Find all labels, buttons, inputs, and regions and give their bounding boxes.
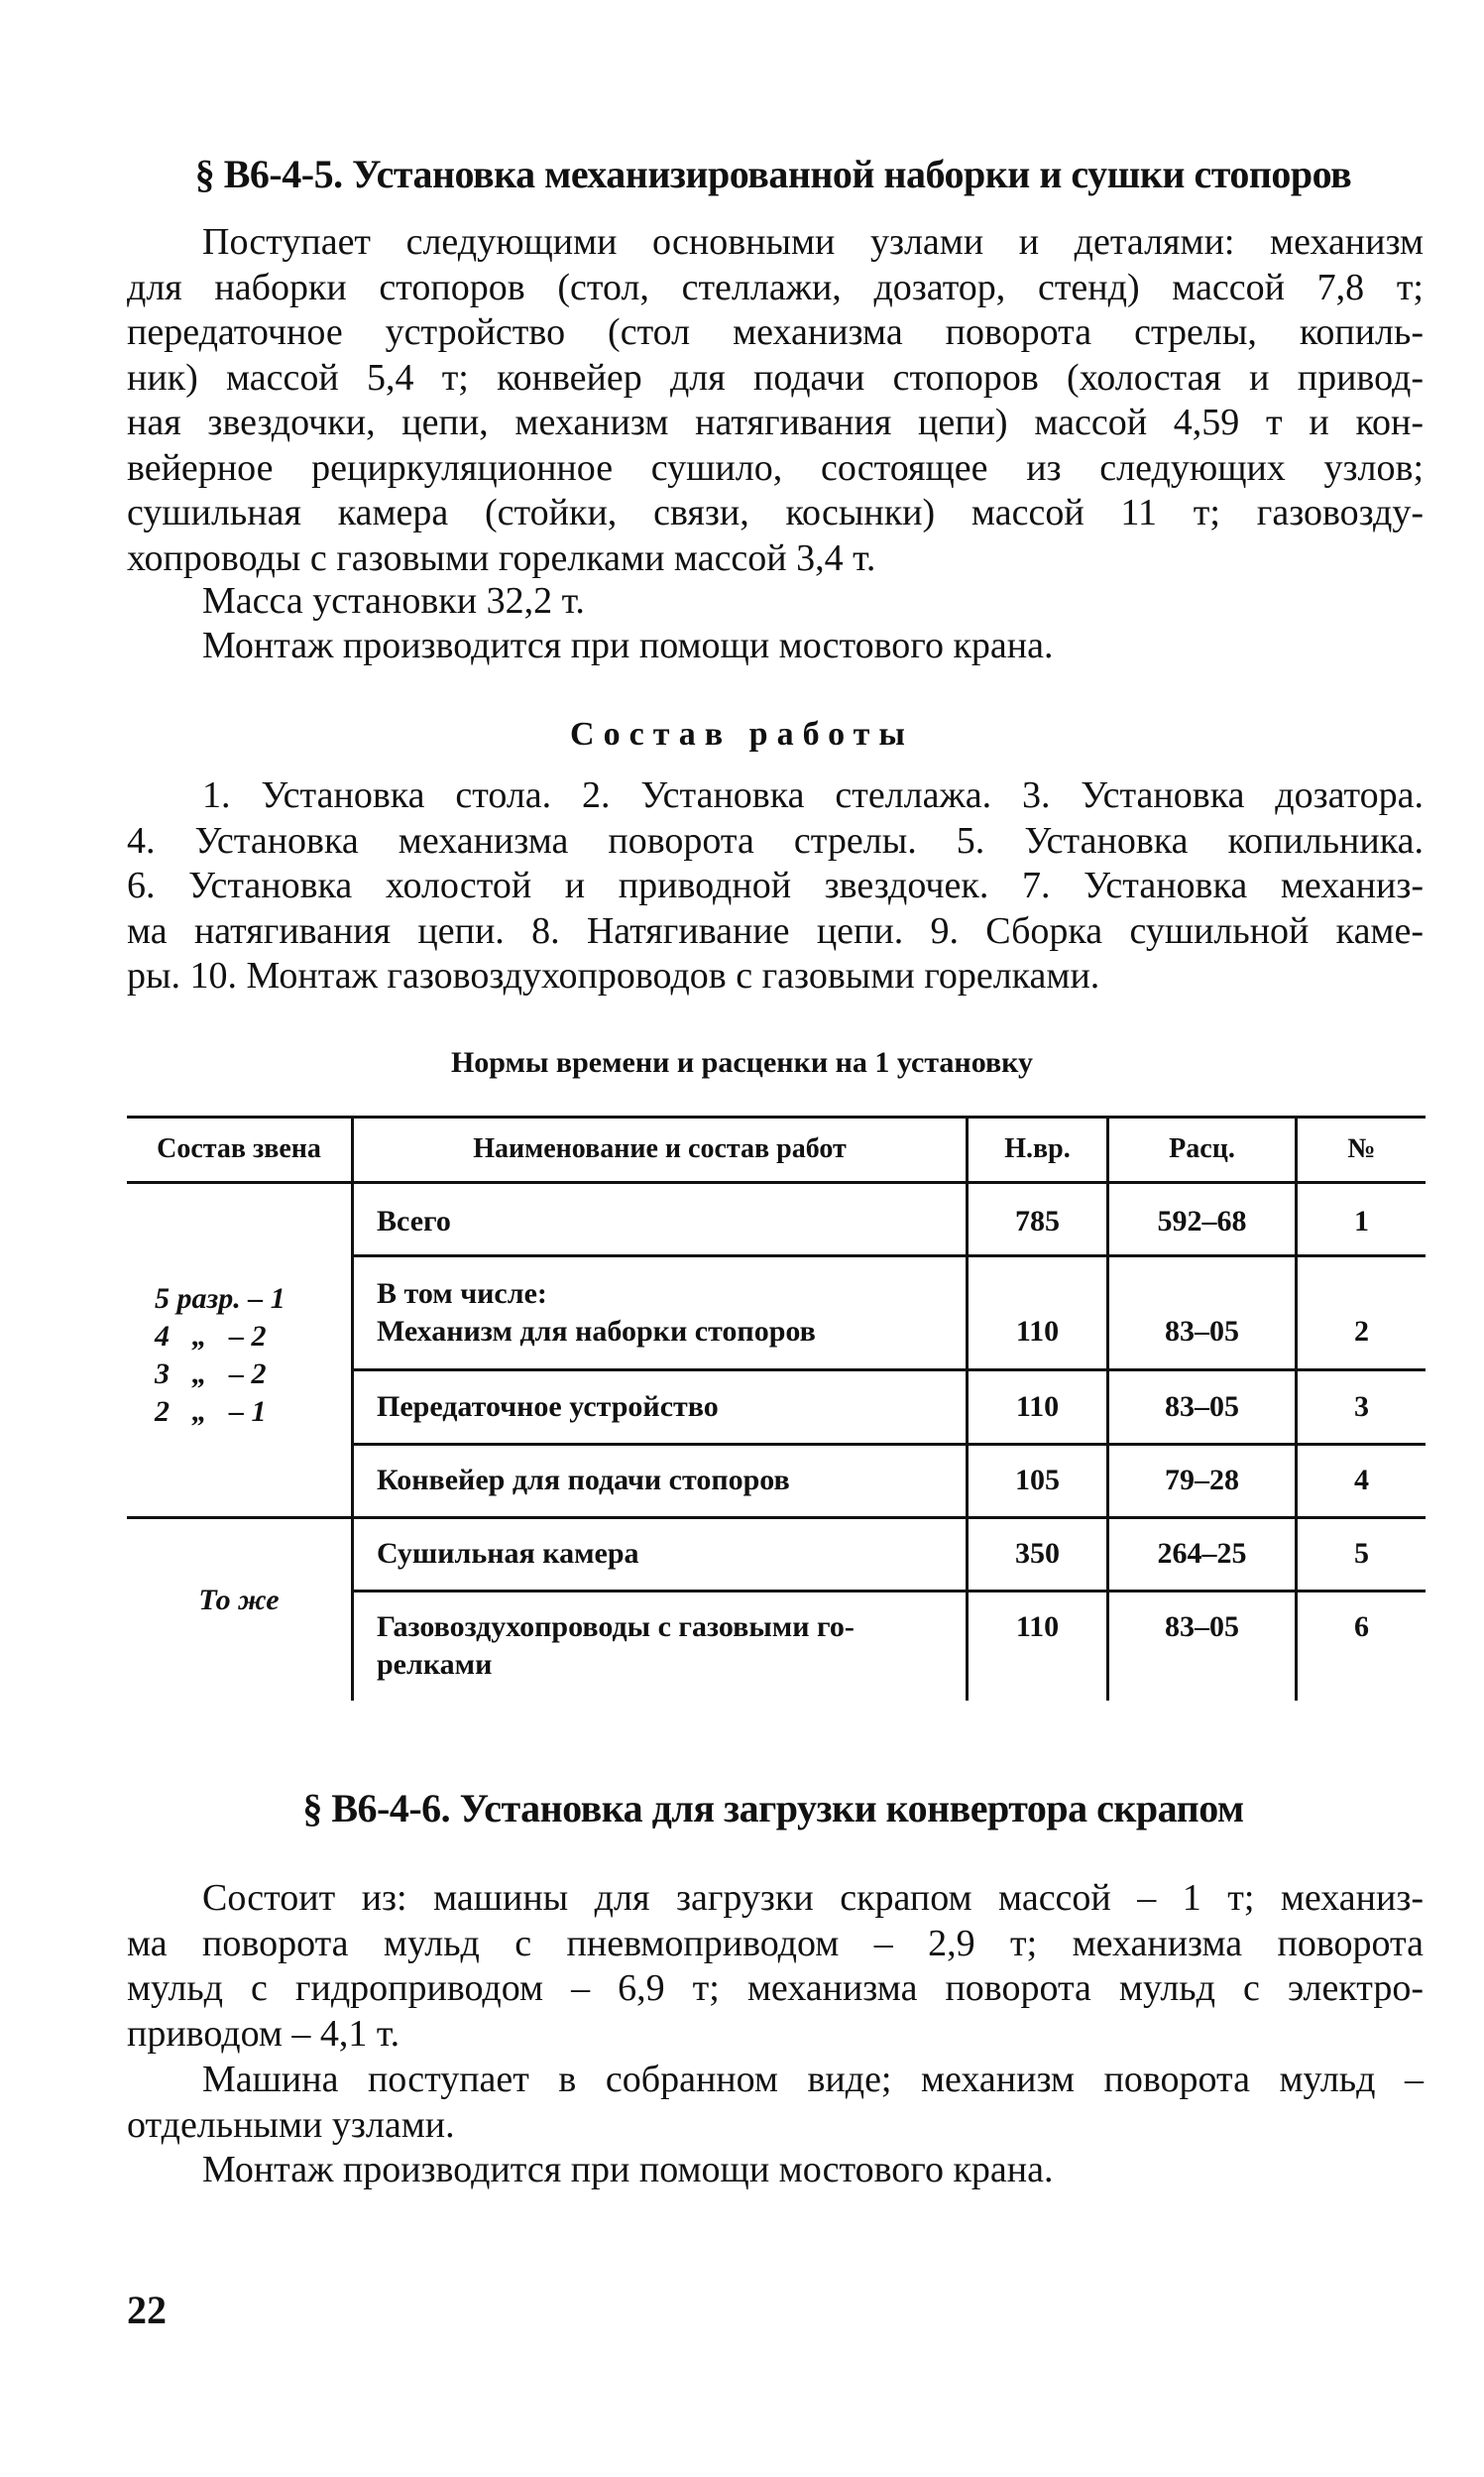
text-line: хопроводы с газовыми горелками массой 3,4 т. [127, 536, 876, 579]
crew-same: То же [198, 1584, 280, 1616]
table-caption: Нормы времени и расценки на 1 установку [450, 1046, 1034, 1079]
row-name-continued: релками [377, 1648, 493, 1681]
row-number: 1 [1354, 1205, 1369, 1238]
text-line: ма поворота мульд с пневмоприводом – 2,9 т; механизма поворота [127, 1922, 1424, 1964]
text-line: 1. Установка стола. 2. Установка стеллажа. 3. Установка дозатора. [202, 774, 1424, 816]
table-rule [353, 1368, 1426, 1371]
mass-text: Масса установки 32,2 т. [202, 580, 585, 622]
text-line: передаточное устройство (стол механизма поворота стрелы, копиль- [127, 311, 1424, 353]
text-line: Машина поступает в собранном виде; механизм поворота мульд – [202, 2059, 1424, 2100]
mounting-text: Монтаж производится при помощи мостового крана. [202, 2149, 1054, 2190]
page-number: 22 [127, 2288, 167, 2332]
row-price: 79–28 [1165, 1464, 1239, 1496]
row-norm: 110 [1015, 1315, 1060, 1348]
row-number: 6 [1354, 1610, 1369, 1643]
text-line: 4. Установка механизма поворота стрелы. 5. Установка копильника. [127, 819, 1424, 862]
section-title: § В6-4-5. Установка механизированной наборки и сушки стопоров [194, 152, 1352, 196]
norms-table [127, 1116, 1426, 1701]
row-name: Механизм для наборки стопоров [377, 1315, 816, 1348]
header-number: № [1347, 1133, 1376, 1164]
text-line: ры. 10. Монтаж газовоздухопроводов с газовыми горелками. [127, 955, 1100, 997]
table-rule [353, 1443, 1426, 1446]
row-name: Конвейер для подачи стопоров [377, 1464, 790, 1496]
row-name: Газовоздухопроводы с газовыми го- [377, 1610, 855, 1643]
section-title: § В6-4-6. Установка для загрузки конвертора скрапом [302, 1786, 1244, 1830]
row-norm: 350 [1015, 1537, 1060, 1570]
text-line: Поступает следующими основными узлами и деталями: механизм [202, 221, 1424, 263]
text-line: мульд с гидроприводом – 6,9 т; механизма поворота мульд с электро- [127, 1967, 1424, 2009]
text-line: 6. Установка холостой и приводной звездочек. 7. Установка механиз- [127, 865, 1424, 906]
row-norm: 105 [1015, 1464, 1060, 1496]
text-line: приводом – 4,1 т. [127, 2012, 400, 2055]
table-rule [127, 1181, 1426, 1184]
row-number: 2 [1354, 1315, 1369, 1348]
text-line: отдельными узлами. [127, 2103, 455, 2146]
row-number: 5 [1354, 1537, 1369, 1570]
work-heading: Состав работы [570, 716, 914, 753]
row-name: Сушильная камера [377, 1537, 639, 1570]
row-norm: 110 [1015, 1610, 1060, 1643]
text-line: сушильная камера (стойки, связи, косынки) массой 11 т; газовозду- [127, 492, 1424, 533]
table-rule [351, 1116, 354, 1701]
header-crew: Состав звена [157, 1133, 321, 1164]
row-price: 83–05 [1165, 1390, 1239, 1423]
crew-composition: 5 разр. – 1 4 „ – 2 3 „ – 2 2 „ – 1 [155, 1282, 285, 1428]
row-number: 3 [1354, 1390, 1369, 1423]
text-line: Состоит из: машины для загрузки скрапом массой – 1 т; механиз- [202, 1877, 1424, 1919]
row-price: 592–68 [1157, 1205, 1247, 1238]
header-price: Расц. [1169, 1133, 1235, 1164]
text-line: для наборки стопоров (стол, стеллажи, дозатор, стенд) массой 7,8 т; [127, 266, 1424, 308]
row-name-prefix: В том числе: [377, 1277, 547, 1310]
row-price: 83–05 [1165, 1610, 1239, 1643]
table-rule [127, 1516, 1426, 1519]
header-norm: Н.вр. [1004, 1133, 1071, 1164]
table-rule [127, 1116, 1426, 1119]
text-line: вейерное рециркуляционное сушило, состоящее из следующих узлов; [127, 446, 1424, 489]
section-intro [127, 1876, 1424, 2057]
row-price: 264–25 [1157, 1537, 1247, 1570]
row-price: 83–05 [1165, 1315, 1239, 1348]
table-rule [353, 1590, 1426, 1592]
table-rule [353, 1254, 1426, 1257]
header-work-name: Наименование и состав работ [473, 1133, 847, 1164]
mounting-text: Монтаж производится при помощи мостового крана. [202, 625, 1054, 666]
row-name: Передаточное устройство [377, 1390, 719, 1423]
text-line: ма натягивания цепи. 8. Натягивание цепи. 9. Сборка сушильной каме- [127, 909, 1424, 952]
row-norm: 785 [1015, 1205, 1060, 1238]
machine-text [127, 2058, 1424, 2148]
row-number: 4 [1354, 1464, 1369, 1496]
work-list [127, 773, 1424, 1000]
section-intro [127, 220, 1424, 581]
row-norm: 110 [1015, 1390, 1060, 1423]
row-name: Всего [377, 1205, 451, 1238]
text-line: ная звездочки, цепи, механизм натягивания цепи) массой 4,59 т и кон- [127, 402, 1424, 443]
text-line: ник) массой 5,4 т; конвейер для подачи стопоров (холостая и привод- [127, 356, 1424, 399]
